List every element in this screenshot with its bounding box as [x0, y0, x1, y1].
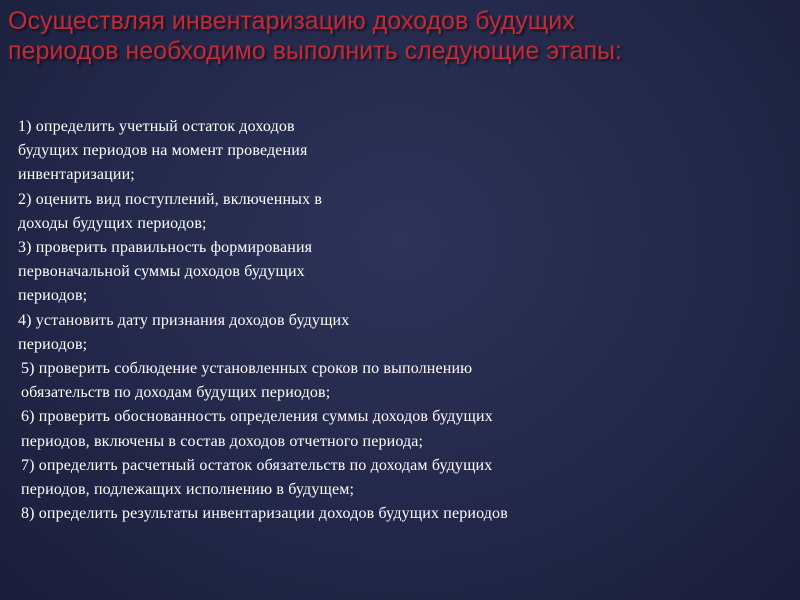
step-7-line-1: 7) определить расчетный остаток обязательств по доходам будущих — [21, 456, 493, 474]
step-1-line-2: будущих периодов на момент проведения — [18, 142, 308, 160]
step-2-line-2: доходы будущих периодов; — [18, 214, 207, 232]
slide-title — [8, 6, 788, 66]
step-3-line-1: 3) проверить правильность формирования — [18, 239, 313, 257]
title-line-1: Осуществляя инвентаризацию доходов будущих — [8, 7, 575, 35]
step-8-line-1: 8) определить результаты инвентаризации доходов будущих периодов — [21, 505, 508, 523]
step-3-line-3: периодов; — [18, 287, 88, 305]
step-1-line-1: 1) определить учетный остаток доходов — [18, 118, 295, 135]
step-7-line-2: периодов, подлежащих исполнению в будущем; — [21, 481, 355, 499]
step-6-line-2: периодов, включены в состав доходов отчетного периода; — [21, 432, 424, 450]
step-3-line-2: первоначальной суммы доходов будущих — [18, 263, 305, 281]
step-1-line-3: инвентаризации; — [18, 166, 135, 184]
steps-list — [18, 115, 788, 526]
step-4-line-1: 4) установить дату признания доходов будущих — [18, 311, 350, 329]
step-6-line-1: 6) проверить обоснованность определения суммы доходов будущих — [21, 408, 493, 426]
step-4-line-2: периодов; — [18, 335, 88, 353]
title-line-2: периодов необходимо выполнить следующие этапы: — [8, 37, 622, 65]
step-5-line-1: 5) проверить соблюдение установленных сроков по выполнению — [21, 360, 473, 378]
step-5-line-2: обязательств по доходам будущих периодов; — [21, 384, 331, 402]
step-2-line-1: 2) оценить вид поступлений, включенных в — [18, 190, 323, 208]
